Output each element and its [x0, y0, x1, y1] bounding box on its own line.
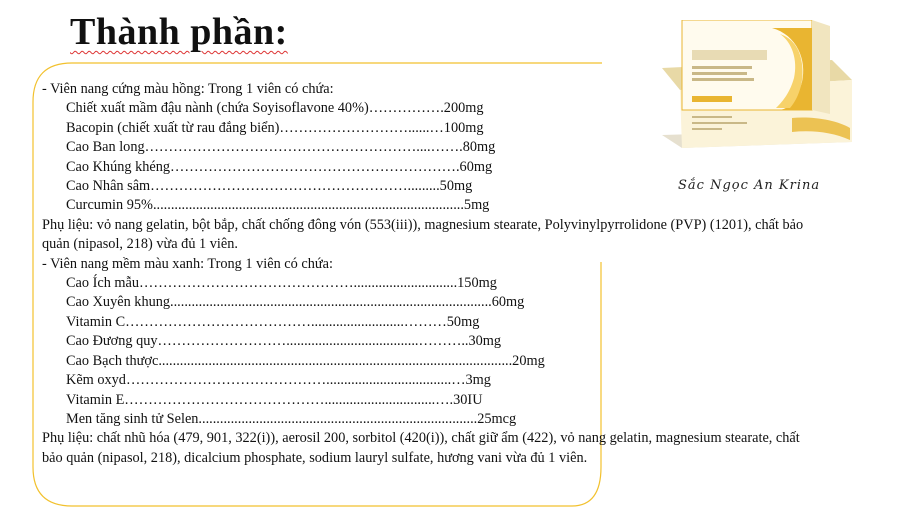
ingredient-line: Cao Ích mẫu……………………………………….............................150mg [66, 275, 497, 292]
ingredient-line: Men tăng sinh tử Selen..............................................................................25mcg [66, 410, 517, 427]
ingredient-line: Cao Khúng khéng…………………………………………………….60mg [66, 158, 493, 175]
ingredient-line: Kẽm oxyd……………………………………...................................…3mg [66, 372, 491, 389]
ingredient-line: Cao Đương quy……………………….....................................………..30mg [66, 333, 502, 350]
ingredient-line: Cao Nhân sâm……………………………………………….........50mg [66, 178, 473, 195]
ingredient-line: Vitamin C…………………………………..........................………50mg [66, 313, 480, 330]
product-caption: Sắc Ngọc An Krina [678, 178, 821, 193]
ingredients-list [42, 80, 812, 468]
ingredient-line: Cao Xuyên khung..........................................................................................60mg [66, 294, 525, 311]
ingredient-line: Cao Bạch thược...................................................................................................20mg [66, 352, 545, 369]
ingredient-line: Phụ liệu: chất nhũ hóa (479, 901, 322(i)), aerosil 200, sorbitol (420(i)), chất giữ ẩm (422), vỏ nang gelatin, magnesium stearate, chất bảo quản (nipasol, 218), dicalcium phosphate, sodium lauryl sulfate, hương vani vừa đủ 1 viên. [42, 430, 800, 466]
ingredient-line: Bacopin (chiết xuất từ rau đắng biển)………………………......…100mg [66, 119, 484, 136]
ingredient-line: - Viên nang mềm màu xanh: Trong 1 viên có chứa: [42, 255, 333, 272]
ingredient-line: Curcumin 95%.......................................................................................5mg [66, 197, 490, 214]
ingredient-line: Vitamin E……………………………………...............................….30IU [66, 391, 483, 408]
ingredient-line: Phụ liệu: vỏ nang gelatin, bột bắp, chất chống đông vón (553(iii)), magnesium stearate, Polyvinylpyrrolidone (PVP) (1201), chất bảo quản (nipasol, 218) vừa đủ 1 viên. [42, 216, 804, 253]
ingredient-line: - Viên nang cứng màu hồng: Trong 1 viên có chứa: [42, 81, 334, 97]
ingredient-line: Cao Ban long…………………………………………………....…….80mg [66, 139, 496, 156]
page-title: Thành phần: [70, 11, 288, 53]
ingredient-line: Chiết xuất mầm đậu nành (chứa Soyisoflavone 40%)…………….200mg [66, 100, 484, 117]
